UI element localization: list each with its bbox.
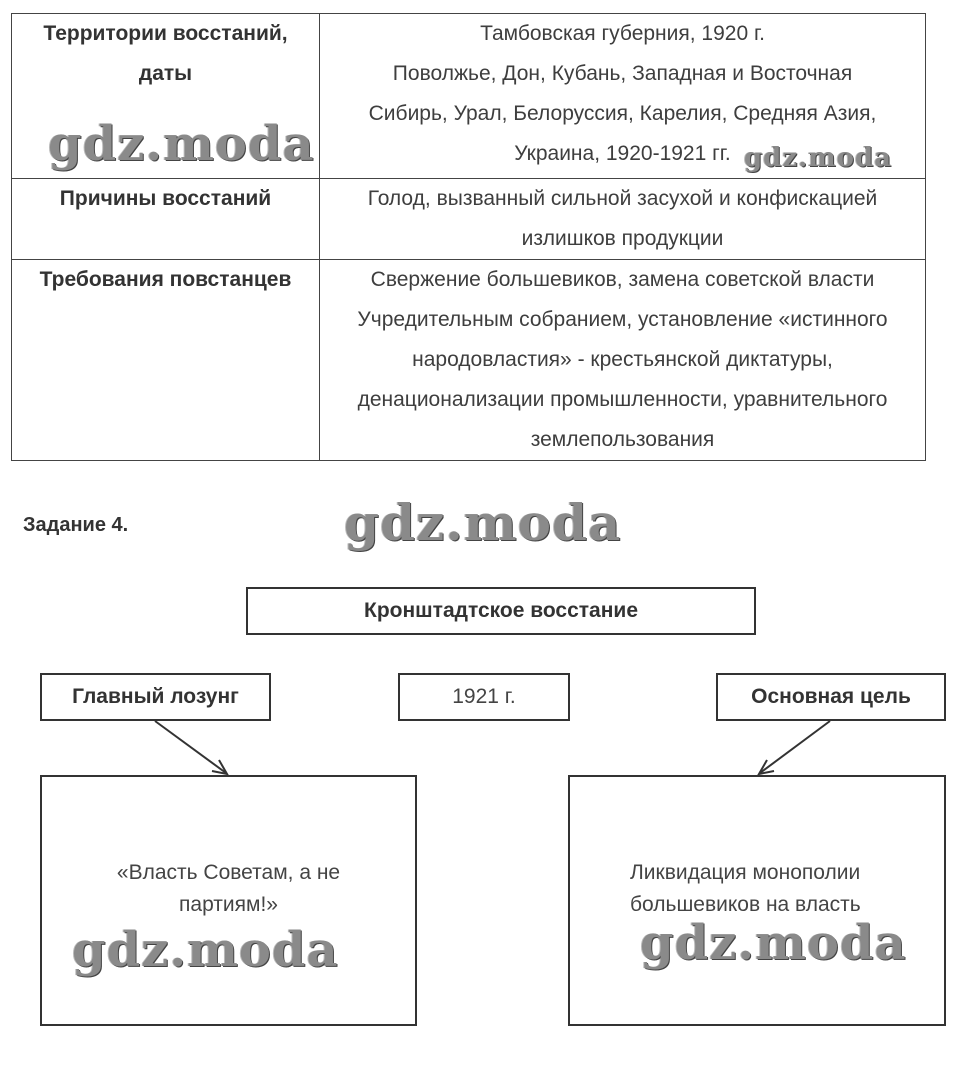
main-slogan-box (40, 775, 417, 1026)
value-line: Сибирь, Урал, Белоруссия, Карелия, Средняя Азия, (368, 102, 877, 125)
value-line: землепользования (530, 428, 715, 451)
main-goal-text (630, 857, 861, 921)
watermark-logo: gdz.moda (744, 143, 893, 173)
header-line: Причины восстаний (59, 187, 272, 210)
header-line: даты (138, 62, 193, 85)
watermark-logo: gdz.moda (72, 922, 339, 978)
value-line: Голод, вызванный сильной засухой и конфискацией (367, 187, 878, 210)
diagram-title: Кронштадтское восстание (364, 599, 638, 622)
left-arrow-line (155, 721, 226, 773)
watermark-logo: gdz.moda (640, 915, 907, 971)
value-line: излишков продукции (521, 227, 724, 250)
slogan-line: партиям!» (179, 892, 278, 916)
main-slogan-label: Главный лозунг (72, 685, 239, 708)
value-line: Поволжье, Дон, Кубань, Западная и Восточная (392, 62, 853, 85)
year-label: 1921 г. (452, 685, 516, 708)
goal-line: большевиков на власть (630, 892, 861, 916)
slogan-line: «Власть Советам, а не (116, 860, 341, 884)
value-line: Свержение большевиков, замена советской власти (370, 268, 875, 291)
value-line: Учредительным собранием, установление «истинного (357, 308, 888, 331)
goal-line: Ликвидация монополии (630, 860, 861, 884)
value-line: денационализации промышленности, уравнительного (357, 388, 888, 411)
header-line: Территории восстаний, (43, 22, 288, 45)
watermark-logo: gdz.moda (344, 493, 622, 552)
value-line: Тамбовская губерния, 1920 г. (480, 22, 765, 45)
watermark-logo: gdz.moda (48, 116, 315, 172)
main-goal-box (568, 775, 946, 1026)
value-line: народовластия» - крестьянской диктатуры, (412, 348, 833, 371)
right-arrow-line (760, 721, 830, 773)
main-goal-label: Основная цель (751, 685, 911, 708)
task-title: Задание 4. (23, 514, 129, 536)
value-line: Украина, 1920-1921 гг. (514, 142, 731, 165)
main-slogan-text (117, 857, 340, 921)
header-line: Требования повстанцев (39, 268, 292, 291)
